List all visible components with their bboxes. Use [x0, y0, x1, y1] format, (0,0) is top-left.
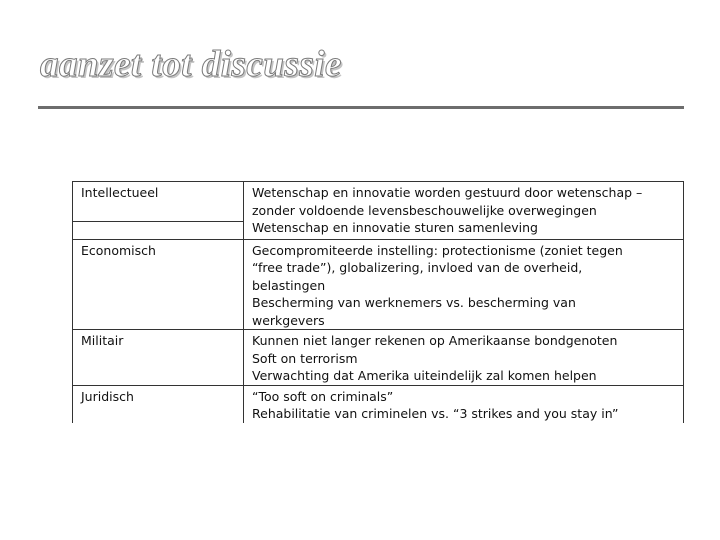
category-label: Intellectueel: [81, 185, 159, 200]
description-line: Gecompromiteerde instelling: protectionisme (zoniet tegen: [252, 242, 623, 258]
category-label: Economisch: [81, 242, 156, 258]
category-cell: [73, 330, 244, 386]
table-row-intellectueel: [73, 182, 684, 240]
category-cell: [73, 385, 244, 423]
discussion-table: [72, 181, 684, 423]
category-cell: [73, 239, 244, 330]
category-divider: [73, 221, 243, 239]
description-line: Soft on terrorism: [252, 350, 358, 366]
description-line: zonder voldoende levensbeschouwelijke overwegingen: [252, 202, 597, 218]
description-line: Verwachting dat Amerika uiteindelijk zal komen helpen: [252, 368, 597, 383]
description-cell: [244, 385, 684, 423]
category-cell: [73, 182, 244, 240]
description-line: werkgevers: [252, 312, 325, 328]
description-line: “free trade”), globalizering, invloed van de overheid,: [252, 260, 583, 275]
description-line: Kunnen niet langer rekenen op Amerikaanse bondgenoten: [252, 333, 618, 348]
category-label: Juridisch: [81, 388, 134, 404]
slide-title: aanzet tot discussie: [40, 44, 342, 85]
table-row-juridisch: [73, 385, 684, 423]
description-line: Wetenschap en innovatie worden gestuurd door wetenschap –: [252, 185, 643, 200]
description-line: Wetenschap en innovatie sturen samenleving: [252, 220, 538, 235]
description-line: belastingen: [252, 277, 326, 293]
description-line: Rehabilitatie van criminelen vs. “3 strikes and you stay in”: [252, 406, 619, 421]
description-cell: [244, 330, 684, 386]
description-cell: [244, 239, 684, 330]
description-line: Bescherming van werknemers vs. bescherming van: [252, 295, 576, 310]
title-underline: [38, 106, 684, 109]
table-row-economisch: [73, 239, 684, 330]
description-line: “Too soft on criminals”: [252, 388, 394, 404]
category-label: Militair: [81, 333, 124, 348]
description-cell: [244, 182, 684, 240]
table-row-militair: [73, 330, 684, 386]
